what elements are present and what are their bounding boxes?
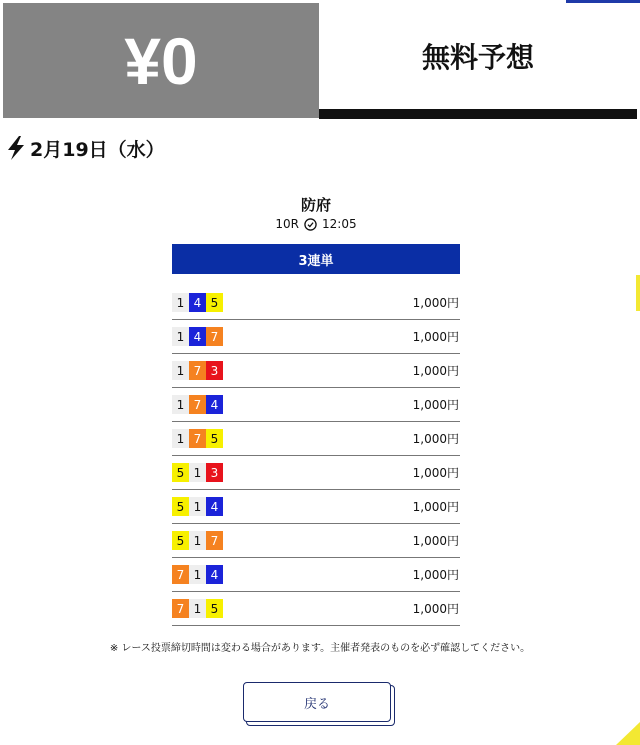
clock-icon	[304, 218, 317, 231]
boat-number: 1	[189, 497, 206, 516]
bet-amount: 1,000円	[412, 398, 459, 412]
bet-combination	[172, 293, 223, 312]
bet-row	[172, 524, 460, 558]
boat-number: 4	[206, 497, 223, 516]
bet-row	[172, 456, 460, 490]
boat-number: 3	[206, 463, 223, 482]
back-button-wrap	[243, 682, 395, 726]
boat-number: 5	[206, 293, 223, 312]
side-decoration	[636, 275, 640, 311]
bet-amount: 1,000円	[412, 364, 459, 378]
bet-combination	[172, 463, 223, 482]
boat-number: 1	[189, 463, 206, 482]
boat-number: 7	[206, 531, 223, 550]
race-info	[172, 217, 460, 231]
boat-number: 7	[206, 327, 223, 346]
price-label: ¥0	[124, 23, 198, 98]
date-heading	[4, 134, 165, 162]
boat-number: 4	[206, 395, 223, 414]
boat-number: 1	[172, 429, 189, 448]
bet-amount: 1,000円	[412, 330, 459, 344]
bet-combination	[172, 497, 223, 516]
boat-number: 1	[189, 565, 206, 584]
back-button[interactable]: 戻る	[243, 682, 391, 722]
boat-number: 7	[172, 599, 189, 618]
boat-number: 7	[189, 429, 206, 448]
race-time: 12:05	[322, 217, 357, 231]
corner-decoration	[616, 722, 640, 745]
deadline-note: ※ レース投票締切時間は変わる場合があります。主催者発表のものを必ず確認してください。	[109, 643, 531, 654]
bet-combination	[172, 599, 223, 618]
bet-row	[172, 320, 460, 354]
bet-combination	[172, 531, 223, 550]
boat-number: 4	[189, 327, 206, 346]
plan-panel	[319, 3, 637, 109]
bet-amount: 1,000円	[412, 568, 459, 582]
bet-type-header: 3連単	[172, 244, 460, 274]
plan-underline	[319, 109, 637, 119]
race-number: 10R	[275, 217, 299, 231]
bet-row	[172, 286, 460, 320]
plan-header	[0, 0, 640, 120]
bet-row	[172, 490, 460, 524]
boat-number: 5	[172, 497, 189, 516]
boat-number: 1	[172, 327, 189, 346]
boat-number: 4	[206, 565, 223, 584]
bet-amount: 1,000円	[412, 602, 459, 616]
bet-row	[172, 388, 460, 422]
bet-amount: 1,000円	[412, 432, 459, 446]
boat-number: 1	[172, 293, 189, 312]
boat-number: 5	[206, 429, 223, 448]
bet-row	[172, 592, 460, 626]
boat-number: 7	[189, 395, 206, 414]
race-date: 2月19日（水）	[30, 138, 165, 161]
bet-combination	[172, 361, 223, 380]
boat-number: 1	[172, 395, 189, 414]
bet-combination	[172, 395, 223, 414]
bet-row	[172, 354, 460, 388]
plan-title: 無料予想	[421, 41, 534, 74]
bet-amount: 1,000円	[412, 296, 459, 310]
boat-number: 5	[172, 531, 189, 550]
bet-amount: 1,000円	[412, 534, 459, 548]
bet-amount: 1,000円	[412, 466, 459, 480]
lightning-icon	[4, 135, 28, 161]
boat-number: 7	[172, 565, 189, 584]
boat-number: 1	[189, 599, 206, 618]
boat-number: 7	[189, 361, 206, 380]
corner-accent	[566, 0, 640, 3]
price-panel	[3, 3, 319, 118]
boat-number: 4	[189, 293, 206, 312]
bet-row	[172, 422, 460, 456]
boat-number: 3	[206, 361, 223, 380]
bet-row	[172, 558, 460, 592]
bet-combination	[172, 565, 223, 584]
bet-list	[172, 286, 460, 626]
bet-combination	[172, 429, 223, 448]
boat-number: 1	[172, 361, 189, 380]
bet-amount: 1,000円	[412, 500, 459, 514]
boat-number: 5	[206, 599, 223, 618]
boat-number: 5	[172, 463, 189, 482]
boat-number: 1	[189, 531, 206, 550]
bet-combination	[172, 327, 223, 346]
venue-name: 防府	[300, 196, 331, 214]
